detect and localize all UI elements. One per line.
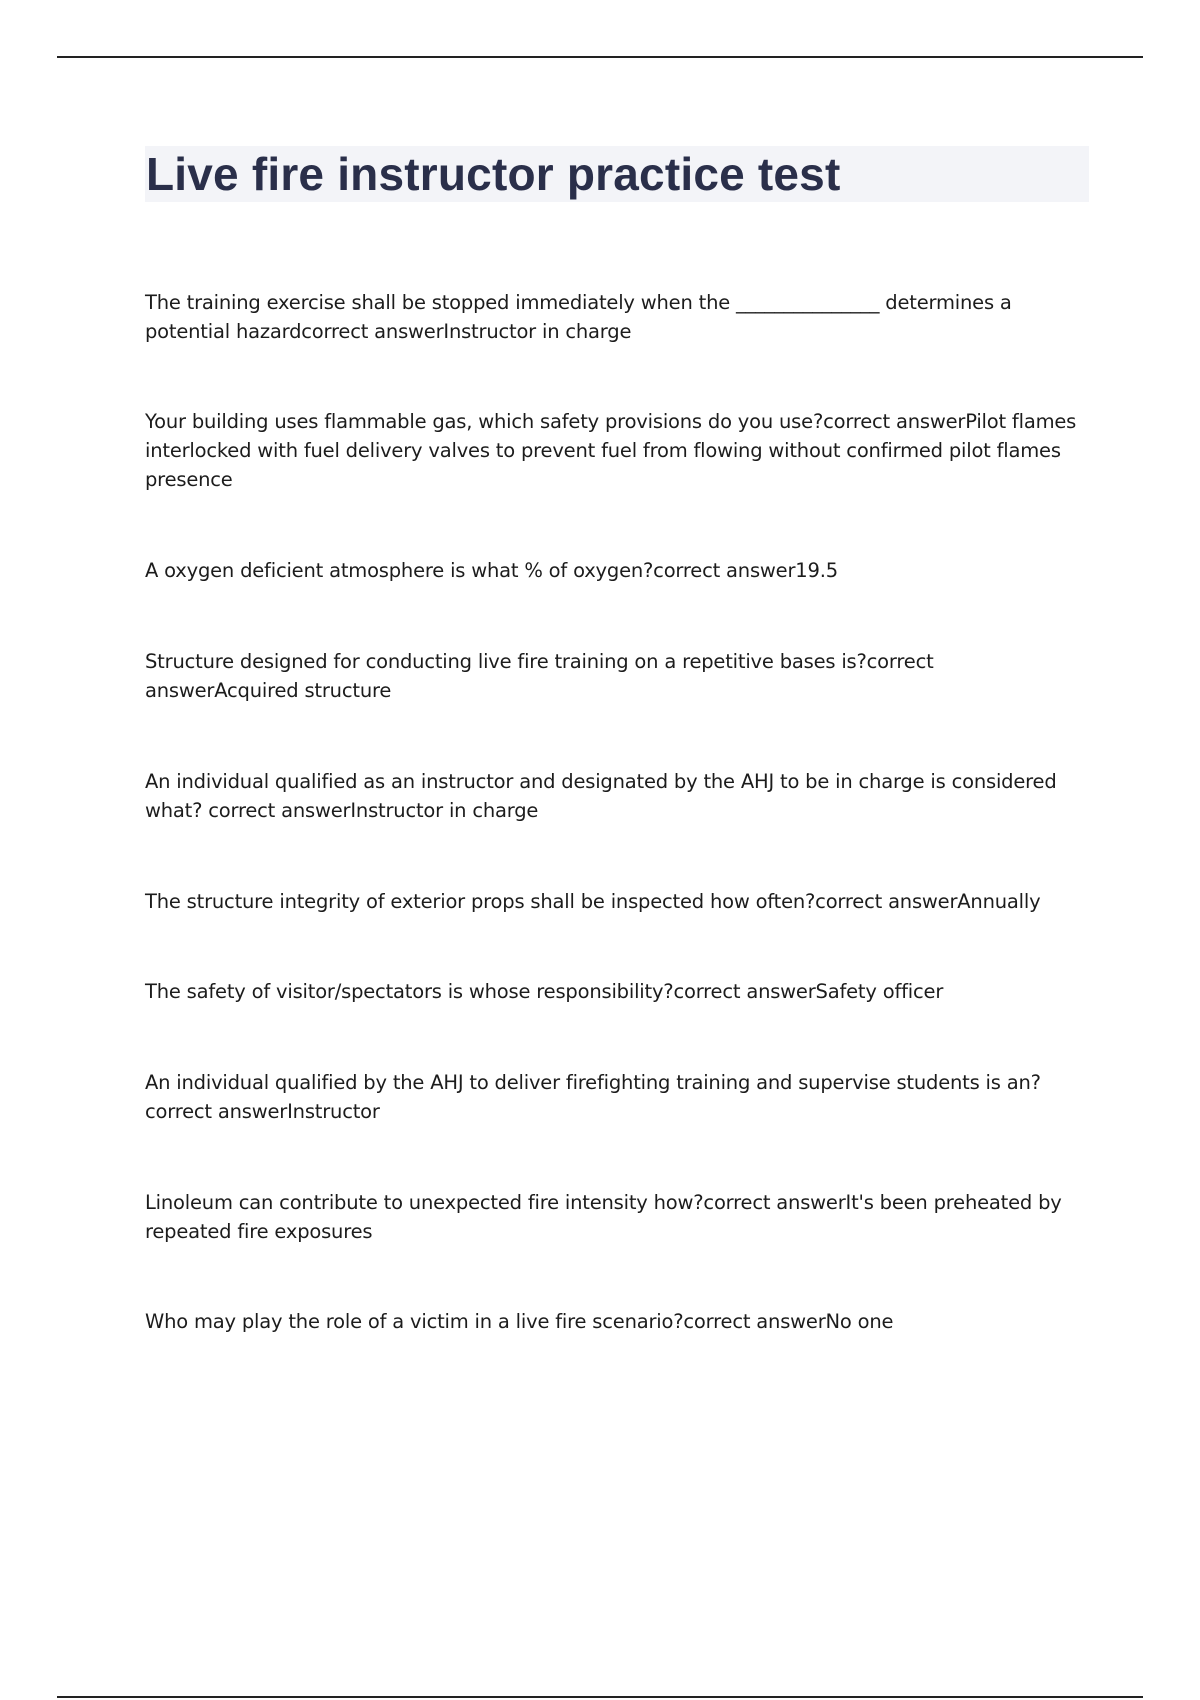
question-item: The training exercise shall be stopped immediately when the _______________ determines a potential hazardcorrect answerInstructor in charge [145,291,1012,343]
question-item: Linoleum can contribute to unexpected fire intensity how?correct answerIt's been preheated by repeated fire exposures [145,1191,1062,1243]
question-item: Your building uses flammable gas, which safety provisions do you use?correct answerPilot flames interlocked with fuel delivery valves to prevent fuel from flowing without confirmed pilot flames presence [145,410,1077,491]
top-divider [57,56,1143,58]
question-item: Structure designed for conducting live fire training on a repetitive bases is?correct answerAcquired structure [145,650,934,702]
question-item: The safety of visitor/spectators is whose responsibility?correct answerSafety officer [145,980,944,1003]
question-item: An individual qualified by the AHJ to deliver firefighting training and supervise students is an?correct answerInstructor [145,1071,1041,1123]
question-item: Who may play the role of a victim in a live fire scenario?correct answerNo one [145,1310,894,1333]
question-item: The structure integrity of exterior props shall be inspected how often?correct answerAnnually [145,890,1041,913]
question-item: A oxygen deficient atmosphere is what % of oxygen?correct answer19.5 [145,559,838,582]
question-item: An individual qualified as an instructor and designated by the AHJ to be in charge is considered what? correct answerInstructor in charge [145,770,1057,822]
document-title: Live fire instructor practice test [146,148,841,200]
bottom-divider [57,1696,1143,1698]
